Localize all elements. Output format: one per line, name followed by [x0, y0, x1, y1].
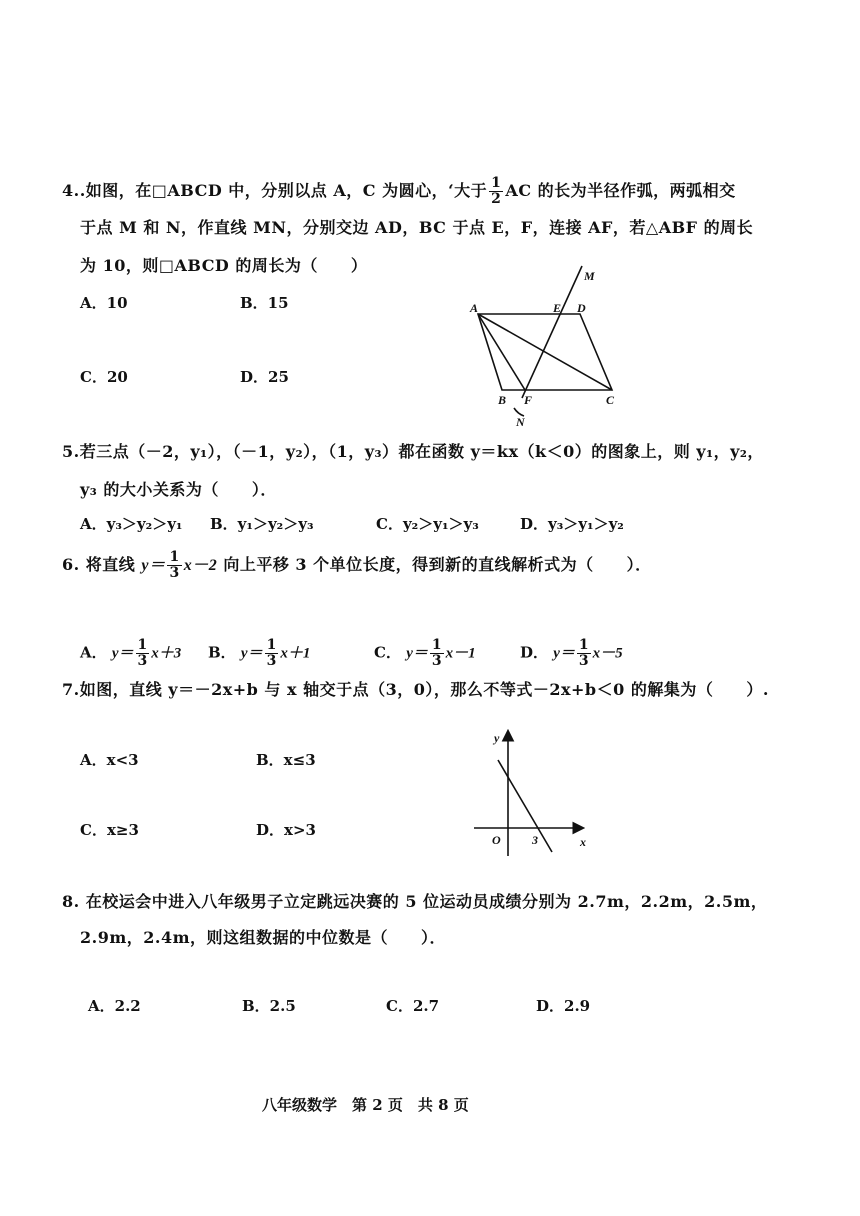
- q6-d-prefix: y＝: [553, 645, 575, 662]
- q6-c-num: 1: [431, 637, 442, 653]
- q6-c-suffix: x－1: [445, 645, 476, 662]
- x-intercept-label: 3: [532, 833, 538, 847]
- q7-option-a: A．x<3: [80, 751, 139, 769]
- q4-fraction: [489, 176, 503, 207]
- q8-option-d: D．2.9: [536, 997, 591, 1015]
- q4-line1-text-b: AC 的长为半径作弧，两弧相交: [505, 181, 736, 200]
- q4-line3: 为 10，则□ABCD 的周长为（ ）: [80, 256, 368, 275]
- q5-option-d: D．y₃＞y₁＞y₂: [520, 515, 624, 533]
- q8-option-b: B．2.5: [242, 997, 296, 1015]
- axis-y-label: y: [494, 731, 500, 745]
- q4-option-a: A．10: [80, 294, 128, 312]
- q6-b-label: B．: [208, 643, 236, 662]
- q6-fraction: [167, 550, 181, 581]
- q6-c-den: 3: [431, 653, 442, 669]
- label-c: C: [606, 393, 615, 407]
- q5-line1: 5.若三点（－2，y₁），（－1，y₂），（1，y₃）都在函数 y＝kx（k＜0）的图象上，则 y₁，y₂，: [62, 442, 764, 461]
- q6-b-prefix: y＝: [240, 645, 263, 662]
- q5-option-c: C．y₂＞y₁＞y₃: [376, 515, 479, 533]
- q6-b-num: 1: [266, 637, 277, 653]
- label-e: E: [553, 301, 562, 315]
- q6-frac-den: 3: [169, 565, 180, 581]
- q6-b-fraction: [265, 638, 279, 669]
- q6-c-prefix: y＝: [406, 645, 428, 662]
- q5-line2: y₃ 的大小关系为（ ）．: [80, 480, 277, 499]
- q6-line: [62, 550, 652, 581]
- q6-option-d: [520, 638, 623, 669]
- q5-option-b: B．y₁＞y₂＞y₃: [210, 515, 314, 533]
- q4-parallelogram-figure: [460, 258, 630, 438]
- page-footer: 八年级数学 第 2 页 共 8 页: [262, 1096, 469, 1114]
- q6-a-suffix: x＋3: [151, 645, 182, 662]
- q7-line-graph-figure: [470, 722, 600, 862]
- q6-d-label: D．: [520, 643, 549, 662]
- q4-line1-text-a: 4..如图，在□ABCD 中，分别以点 A，C 为圆心，‘大于: [62, 181, 488, 200]
- q6-b-suffix: x＋1: [280, 645, 311, 662]
- q6-a-label: A．: [80, 643, 107, 662]
- q6-d-suffix: x－5: [592, 645, 623, 662]
- axis-x-label: x: [580, 835, 586, 849]
- q6-text-a: 6. 将直线: [62, 555, 136, 574]
- q4-frac-den: 2: [491, 191, 502, 207]
- q6-d-den: 3: [578, 653, 589, 669]
- q6-y-eq: y＝: [141, 557, 166, 574]
- q6-c-label: C．: [374, 643, 401, 662]
- q8-line1: 8. 在校运会中进入八年级男子立定跳远决赛的 5 位运动员成绩分别为 2.7m，2.2m，2.5m，: [62, 892, 768, 911]
- label-m: M: [584, 269, 595, 283]
- q6-x-part: x－2: [183, 557, 218, 574]
- q6-option-c: [374, 638, 476, 669]
- q8-option-a: A．2.2: [88, 997, 141, 1015]
- q6-a-num: 1: [137, 637, 148, 653]
- q4-line2: 于点 M 和 N，作直线 MN，分别交边 AD，BC 于点 E，F，连接 AF，若△ABF 的周长: [80, 218, 754, 237]
- q6-text-b: 向上平移 3 个单位长度，得到新的直线解析式为（ ）．: [223, 555, 652, 574]
- label-a: A: [470, 301, 479, 315]
- q4-line1: [62, 176, 736, 207]
- q4-option-c: C．20: [80, 368, 128, 386]
- q6-b-den: 3: [266, 653, 277, 669]
- q6-frac-num: 1: [169, 549, 180, 565]
- label-n: N: [516, 415, 525, 429]
- q6-a-den: 3: [137, 653, 148, 669]
- q7-line1: 7.如图，直线 y＝－2x+b 与 x 轴交于点（3，0），那么不等式－2x+b＜0 的解集为（ ）.: [62, 680, 769, 699]
- q6-c-fraction: [430, 638, 444, 669]
- q6-a-prefix: y＝: [111, 645, 134, 662]
- q6-option-b: [208, 638, 310, 669]
- q5-option-a: A．y₃＞y₂＞y₁: [80, 515, 183, 533]
- q6-option-a: [80, 638, 181, 669]
- q4-option-b: B．15: [240, 294, 289, 312]
- label-d: D: [577, 301, 586, 315]
- q4-frac-num: 1: [491, 175, 502, 191]
- q4-option-d: D．25: [240, 368, 289, 386]
- q7-option-c: C．x≥3: [80, 821, 139, 839]
- q7-option-b: B．x≤3: [256, 751, 316, 769]
- origin-label: O: [492, 833, 501, 847]
- q6-d-fraction: [577, 638, 591, 669]
- q8-line2: 2.9m，2.4m，则这组数据的中位数是（ ）．: [80, 928, 447, 947]
- label-b: B: [498, 393, 507, 407]
- q6-d-num: 1: [578, 637, 589, 653]
- q6-a-fraction: [136, 638, 150, 669]
- q7-option-d: D．x>3: [256, 821, 316, 839]
- q8-option-c: C．2.7: [386, 997, 440, 1015]
- label-f: F: [524, 393, 533, 407]
